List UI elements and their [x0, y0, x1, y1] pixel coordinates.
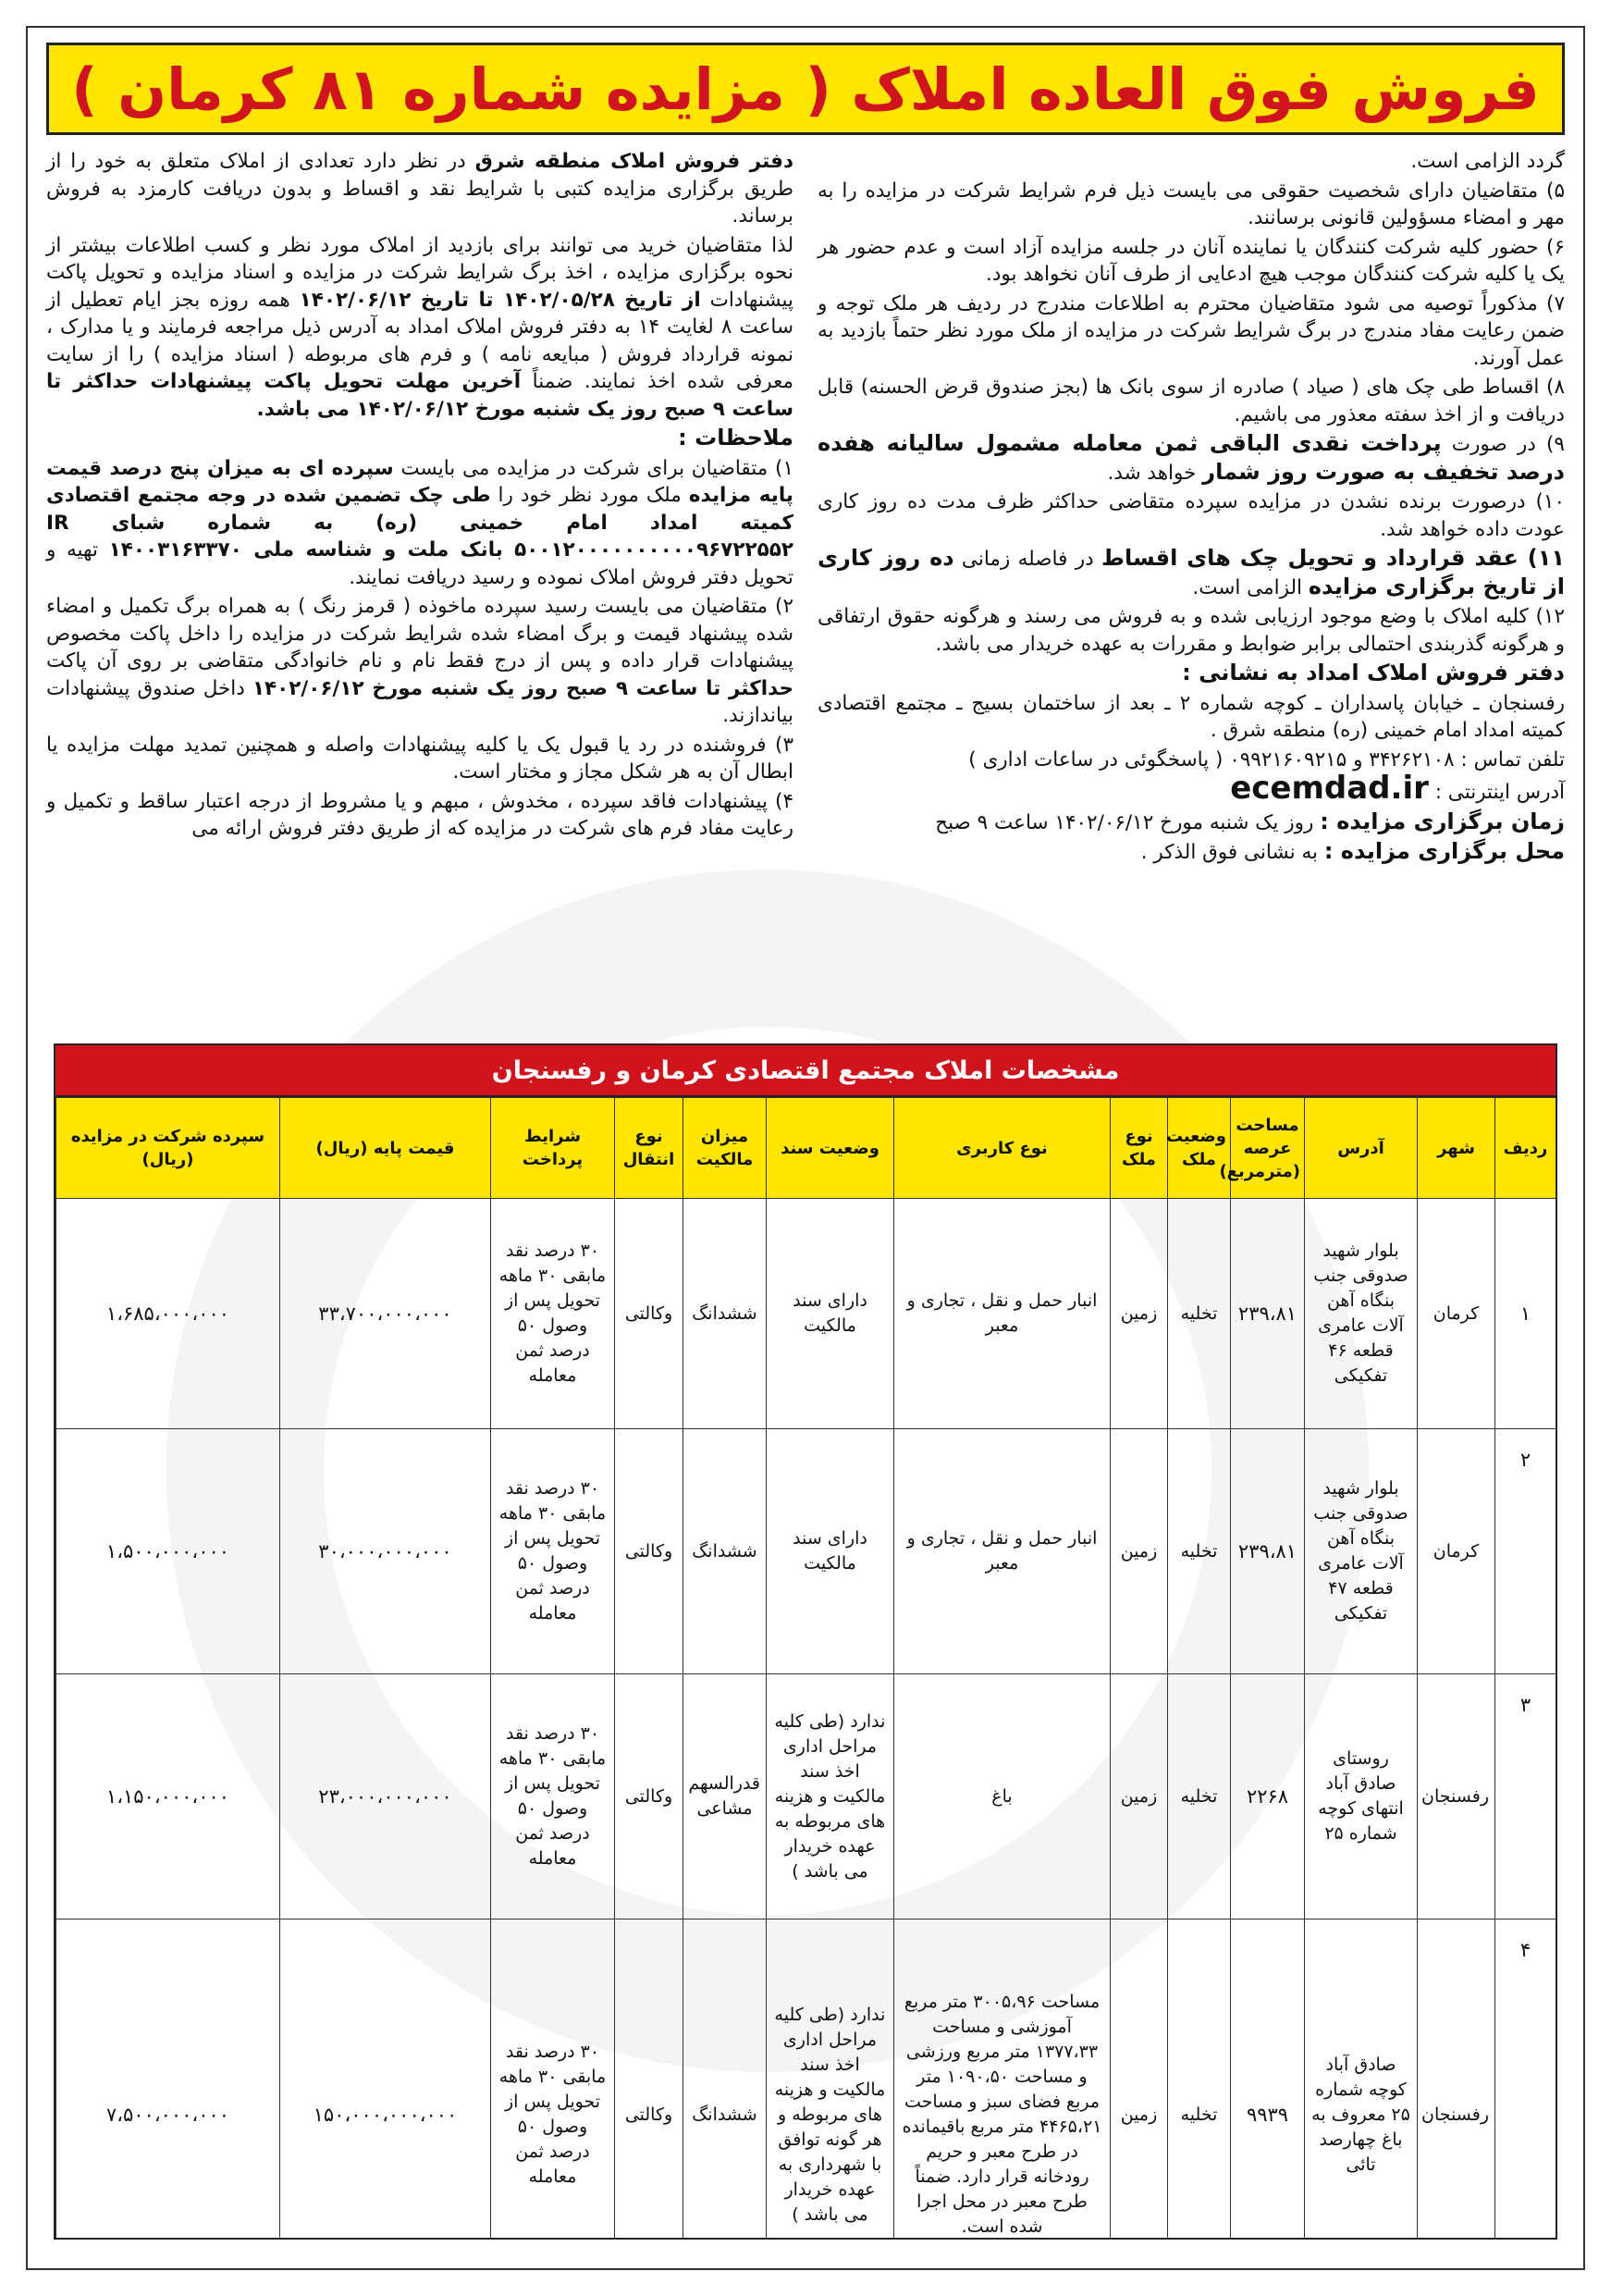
- note-8: ۸) اقساط طی چک های ( صیاد ) صادره از سوی بانک ها (بجز صندوق قرض الحسنه) قابل دریافت و از اخذ سفته معذور می باشیم.: [818, 376, 1565, 426]
- page-title: فروش فوق العاده املاک ( مزایده شماره ۸۱ کرمان ): [71, 55, 1540, 123]
- office-heading: دفتر فروش املاک امداد به نشانی :: [1182, 660, 1565, 685]
- table-cell: وکالتی: [615, 1674, 683, 1920]
- note-5: ۵) متقاضیان دارای شخصیت حقوقی می بایست ذیل فرم شرایط شرکت در مزایده را به مهر و امضاء مسؤولین قانونی برسانند.: [818, 179, 1565, 229]
- note-4: ۴) پیشنهادات فاقد سپرده ، مخدوش ، مبهم و یا مشروط از درجه اعتبار ساقط و تکمیل و رعایت مفاد فرم های شرکت در مزایده که از طریق دفتر فروش ارائه می: [46, 789, 793, 840]
- intro-paragraph-2: لذا متقاضیان خرید می توانند برای بازدید از املاک مورد نظر و کسب اطلاعات بیشتر از نحوه برگزاری مزایده ، اخذ برگ شرایط شرکت در مزایده و اسناد مزایده و تحویل پاکت پیشنهادات از تاریخ ۱۴۰۲/۰۵/۲۸ تا تاریخ ۱۴۰۲/۰۶/۱۲ همه روزه بجز ایام تعطیل از ساعت ۸ لغایت ۱۴ به دفتر فروش املاک امداد به آدرس ذیل مراجعه فرمایند و یا مدارک ، نمونه قرارداد فروش ( مبایعه نامه ) و فرم های مربوطه ( اسناد مزایده ) را از سایت معرفی شده اخذ نمایند. ضمناً آخرین مهلت تحویل پاکت پیشنهادات حداکثر تا ساعت ۹ صبح روز یک شنبه مورخ ۱۴۰۲/۰۶/۱۲ می باشد.: [46, 233, 793, 421]
- table-header-row: [56, 1098, 1556, 1199]
- header-cell: نوع انتقال: [615, 1098, 683, 1199]
- table-cell: ۳۰ درصد نقد مابقی ۳۰ ماهه تحویل پس از وصول ۵۰ درصد ثمن معامله: [491, 1674, 615, 1920]
- table-cell: ۱،۵۰۰،۰۰۰،۰۰۰: [56, 1429, 280, 1674]
- text-columns: [46, 148, 1565, 1027]
- note-9: ۹) در صورت پرداخت نقدی الباقی ثمن معامله مشمول سالیانه هفده درصد تخفیف به صورت روز شمار خواهد شد.: [818, 430, 1565, 485]
- table-row: [56, 1199, 1556, 1429]
- note-6: ۶) حضور کلیه شرکت کنندگان یا نماینده آنان در جلسه مزایده آزاد است و عدم حضور هر یک یا کلیه شرکت کنندگان موجب هیچ ادعایی از طرف آنان نخواهد بود.: [818, 235, 1565, 286]
- table-cell: ۳: [1495, 1674, 1556, 1920]
- header-cell: قیمت پایه (ریال): [280, 1098, 491, 1199]
- intro-paragraph-1: دفتر فروش املاک منطقه شرق در نظر دارد تعدادی از املاک متعلق به خود را از طریق برگزاری مزایده کتبی با شرایط نقد و اقساط و بدون دریافت کارمزد به فروش برساند.: [46, 150, 793, 228]
- table-cell: انبار حمل و نقل ، تجاری و معبر: [894, 1199, 1111, 1429]
- table-cell: صادق آباد کوچه شماره ۲۵ معروف به باغ چهارصد تائی: [1305, 1920, 1418, 2240]
- table-cell: کرمان: [1418, 1199, 1495, 1429]
- office-address: رفسنجان ـ خیابان پاسداران ـ کوچه شماره ۲ ـ بعد از ساختمان بسیج ـ مجتمع اقتصادی کمیته امداد امام خمینی (ره) منطقه شرق .: [818, 691, 1565, 742]
- note-11: ۱۱) عقد قرارداد و تحویل چک های اقساط در فاصله زمانی ده روز کاری از تاریخ برگزاری مزایده الزامی است.: [818, 545, 1565, 599]
- note-2: ۲) متقاضیان می بایست رسید سپرده ماخوذه ( قرمز رنگ ) به همراه برگ تکمیل و امضاء شده پیشنهاد قیمت و برگ امضاء شده شرایط شرکت در مزایده را داخل پاکت مخصوص پیشنهادات قرار داده و پس از درج فقط نام و نام خانوادگی متقاضی بر روی آن پاکت حداکثر تا ساعت ۹ صبح روز یک شنبه مورخ ۱۴۰۲/۰۶/۱۲ داخل صندوق پیشنهادات بیاندازند.: [46, 595, 793, 727]
- table-cell: ندارد (طی کلیه مراحل اداری اخذ سند مالکیت و هزینه های مربوطه و هر گونه توافق با شهرداری به عهده خریدار می باشد ): [767, 1920, 894, 2240]
- note-3: ۳) فروشنده در رد یا قبول یک یا کلیه پیشنهادات واصله و همچنین تمدید مهلت مزایده یا ابطال آن به هر شکل مجاز و مختار است.: [46, 733, 793, 784]
- table-cell: بلوار شهید صدوقی جنب بنگاه آهن آلات عامری قطعه ۴۶ تفکیکی: [1305, 1199, 1418, 1429]
- table-cell: ۴: [1495, 1920, 1556, 2240]
- table-cell: ۲۳۹،۸۱: [1231, 1199, 1305, 1429]
- table-cell: وکالتی: [615, 1429, 683, 1674]
- header-cell: ردیف: [1495, 1098, 1556, 1199]
- table-cell: ۲۳۹،۸۱: [1231, 1429, 1305, 1674]
- table-cell: تخلیه: [1168, 1199, 1231, 1429]
- note-7: ۷) مذکوراً توصیه می شود متقاضیان محترم به اطلاعات مندرج در ردیف هر ملک توجه و ضمن رعایت مفاد مندرج در برگ شرایط شرکت در مزایده از ملک مورد نظر حتماً بازدید به عمل آورند.: [818, 291, 1565, 370]
- auction-time: زمان برگزاری مزایده : روز یک شنبه مورخ ۱۴۰۲/۰۶/۱۲ ساعت ۹ صبح: [935, 808, 1565, 834]
- table-row: [56, 1429, 1556, 1674]
- table-cell: ۱: [1495, 1199, 1556, 1429]
- table-cell: ششدانگ: [683, 1199, 767, 1429]
- header-cell: میزان مالکیت: [683, 1098, 767, 1199]
- note-1: ۱) متقاضیان برای شرکت در مزایده می بایست سپرده ای به میزان پنج درصد قیمت پایه مزایده ملک مورد نظر خود را طی چک تضمین شده در وجه مجتمع اقتصادی کمیته امداد امام خمینی (ره) به شماره شبای IR ۵۰۰۱۲۰۰۰۰۰۰۰۰۰۰۹۶۷۲۲۵۵۲ بانک ملت و شناسه ملی ۱۴۰۰۳۱۶۳۳۷۰ تهیه و تحویل دفتر فروش املاک نموده و رسید دریافت نمایند.: [46, 456, 793, 589]
- table-cell: ۳۰،۰۰۰،۰۰۰،۰۰۰: [280, 1429, 491, 1674]
- left-column: [818, 148, 1565, 1027]
- header-cell: وضعیت ملک: [1168, 1098, 1231, 1199]
- note-4-continued: گردد الزامی است.: [1410, 150, 1565, 173]
- header-cell: مساحت عرصه (مترمربع): [1231, 1098, 1305, 1199]
- table-cell: کرمان: [1418, 1429, 1495, 1674]
- table-cell: روستای صادق آباد انتهای کوچه شماره ۲۵: [1305, 1674, 1418, 1920]
- auction-place: محل برگزاری مزایده : به نشانی فوق الذکر .: [1140, 838, 1565, 864]
- note-10: ۱۰) درصورت برنده نشدن در مزایده سپرده متقاضی حداکثر ظرف مدت ده روز کاری عودت داده خواهد شد.: [818, 490, 1565, 541]
- title-banner: [46, 43, 1565, 135]
- table-cell: قدرالسهم مشاعی: [683, 1674, 767, 1920]
- table-row: [56, 1920, 1556, 2240]
- properties-table-box: [54, 1043, 1557, 2240]
- right-column: [46, 148, 793, 1027]
- header-cell: نوع ملک: [1111, 1098, 1168, 1199]
- table-cell: انبار حمل و نقل ، تجاری و معبر: [894, 1429, 1111, 1674]
- table-cell: ۷،۵۰۰،۰۰۰،۰۰۰: [56, 1920, 280, 2240]
- table-cell: تخلیه: [1168, 1429, 1231, 1674]
- table-cell: ۹۹۳۹: [1231, 1920, 1305, 2240]
- table-cell: ۳۰ درصد نقد مابقی ۳۰ ماهه تحویل پس از وصول ۵۰ درصد ثمن معامله: [491, 1920, 615, 2240]
- table-cell: دارای سند مالکیت: [767, 1199, 894, 1429]
- table-cell: مساحت ۳۰۰۵،۹۶ متر مربع آموزشی و مساحت ۱۳۷۷،۳۳ متر مربع ورزشی و مساحت ۱۰۹۰،۵۰ متر مربع فضای سبز و مساحت ۴۴۶۵،۲۱ متر مربع باقیمانده در طرح معبر و حریم رودخانه قرار دارد. ضمناً طرح معبر در محل اجرا شده است.: [894, 1920, 1111, 2240]
- header-cell: سپرده شرکت در مزایده (ریال): [56, 1098, 280, 1199]
- table-cell: ششدانگ: [683, 1920, 767, 2240]
- header-cell: نوع کاربری: [894, 1098, 1111, 1199]
- table-cell: رفسنجان: [1418, 1920, 1495, 2240]
- table-title: مشخصات املاک مجتمع اقتصادی کرمان و رفسنجان: [55, 1045, 1556, 1097]
- table-row: [56, 1674, 1556, 1920]
- header-cell: آدرس: [1305, 1098, 1418, 1199]
- table-cell: ۳۳،۷۰۰،۰۰۰،۰۰۰: [280, 1199, 491, 1429]
- table-cell: تخلیه: [1168, 1674, 1231, 1920]
- table-cell: ۲۳،۰۰۰،۰۰۰،۰۰۰: [280, 1674, 491, 1920]
- table-cell: زمین: [1111, 1429, 1168, 1674]
- note-12: ۱۲) کلیه املاک با وضع موجود ارزیابی شده و به فروش می رسند و هرگونه حقوق ارتفاقی و هرگونه گذربندی احتمالی برابر ضوابط و مقررات به عهده خریدار می باشد.: [818, 605, 1565, 656]
- table-cell: ۱،۱۵۰،۰۰۰،۰۰۰: [56, 1674, 280, 1920]
- table-cell: زمین: [1111, 1674, 1168, 1920]
- table-cell: ۱،۶۸۵،۰۰۰،۰۰۰: [56, 1199, 280, 1429]
- properties-table: [55, 1097, 1556, 2240]
- table-cell: ۳۰ درصد نقد مابقی ۳۰ ماهه تحویل پس از وصول ۵۰ درصد ثمن معامله: [491, 1199, 615, 1429]
- table-cell: وکالتی: [615, 1920, 683, 2240]
- header-cell: شهر: [1418, 1098, 1495, 1199]
- header-cell: شرایط پرداخت: [491, 1098, 615, 1199]
- table-cell: ۳۰ درصد نقد مابقی ۳۰ ماهه تحویل پس از وصول ۵۰ درصد ثمن معامله: [491, 1429, 615, 1674]
- table-cell: زمین: [1111, 1199, 1168, 1429]
- table-cell: تخلیه: [1168, 1920, 1231, 2240]
- table-cell: رفسنجان: [1418, 1674, 1495, 1920]
- table-cell: ۱۵۰،۰۰۰،۰۰۰،۰۰۰: [280, 1920, 491, 2240]
- header-cell: وضعیت سند: [767, 1098, 894, 1199]
- office-website: آدرس اینترنتی : ecemdad.ir: [1230, 770, 1565, 807]
- table-cell: بلوار شهید صدوقی جنب بنگاه آهن آلات عامری قطعه ۴۷ تفکیکی: [1305, 1429, 1418, 1674]
- website-link[interactable]: ecemdad.ir: [1230, 770, 1429, 807]
- table-cell: ۲: [1495, 1429, 1556, 1674]
- office-phone: تلفن تماس : ۳۴۲۶۲۱۰۸ و ۰۹۹۲۱۶۰۹۲۱۵ ( پاسخگوئی در ساعات اداری ): [968, 747, 1565, 772]
- table-cell: باغ: [894, 1674, 1111, 1920]
- table-cell: ندارد (طی کلیه مراحل اداری اخذ سند مالکیت و هزینه های مربوطه به عهده خریدار می باشد ): [767, 1674, 894, 1920]
- table-cell: دارای سند مالکیت: [767, 1429, 894, 1674]
- notes-heading: ملاحظات :: [678, 425, 793, 451]
- table-cell: زمین: [1111, 1920, 1168, 2240]
- table-cell: ششدانگ: [683, 1429, 767, 1674]
- table-cell: وکالتی: [615, 1199, 683, 1429]
- table-cell: ۲۲۶۸: [1231, 1674, 1305, 1920]
